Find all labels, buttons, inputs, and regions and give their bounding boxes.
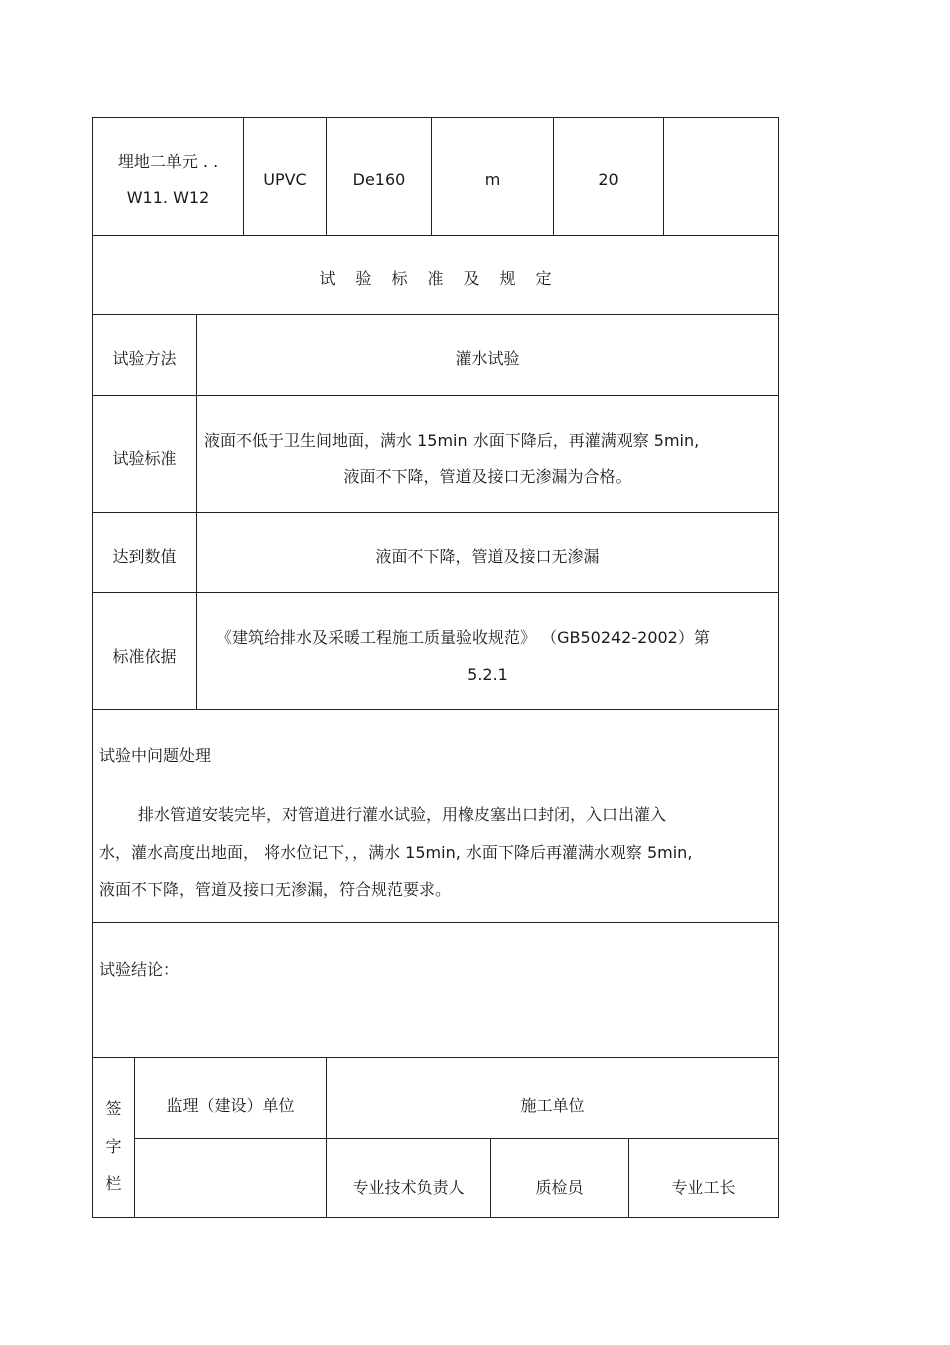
contractor-unit-label: 施工单位 [520,1096,585,1115]
basis-label: 标准依据 [112,647,177,666]
table-border-right [778,117,779,1218]
supervisor-unit-label: 监理（建设）单位 [166,1096,295,1115]
problem-title: 试验中问题处理 [99,746,212,765]
conclusion-title: 试验结论： [99,960,180,979]
standard-line2: 液面不下降，管道及接口无渗漏为合格。 [343,467,632,486]
foreman-label: 专业工长 [671,1178,736,1197]
pipe-spec: De160 [352,170,406,189]
standard-line1: 液面不低于卫生间地面，满水 15min 水面下降后，再灌满观察 5min, [204,431,700,450]
achieved-label: 达到数值 [112,547,177,566]
row-divider [92,922,779,923]
standard-label: 试验标准 [112,449,177,468]
row-divider [92,1057,779,1058]
basis-line1: 《建筑给排水及采暖工程施工质量验收规范》 （GB50242-2002）第 [216,628,710,647]
method-value: 灌水试验 [455,349,520,368]
table-border-top [92,117,779,118]
label-column-divider [196,314,197,709]
achieved-value: 液面不下降，管道及接口无渗漏 [375,547,600,566]
method-label: 试验方法 [112,349,177,368]
table-border-left [92,117,93,1218]
column-divider [663,117,664,235]
pipe-quantity: 20 [598,170,619,189]
problem-line2: 水，灌水高度出地面， 将水位记下，，满水 15min, 水面下降后再灌满水观察 5min, [99,843,693,862]
signature-label-char: 签 [105,1099,122,1118]
signature-label-char: 栏 [105,1174,122,1193]
basis-line2: 5.2.1 [467,665,508,684]
standards-title: 试验标准及规定 [319,269,572,288]
row-divider [92,709,779,710]
pipe-unit: m [484,170,501,189]
tech-lead-label: 专业技术负责人 [352,1178,465,1197]
pipe-location-line2: W11. W12 [126,188,210,207]
supervisor-signature-field[interactable] [135,1139,326,1217]
pipe-location-line1: 埋地二单元 . . [117,152,219,171]
table-border-bottom [92,1217,779,1218]
row-divider [92,235,779,236]
problem-line1: 排水管道安装完毕，对管道进行灌水试验，用橡皮塞出口封闭，入口出灌入 [138,805,667,824]
pipe-material: UPVC [263,170,307,189]
signature-label-char: 字 [105,1137,122,1156]
problem-line3: 液面不下降，管道及接口无渗漏，符合规范要求。 [99,880,452,899]
inspector-label: 质检员 [535,1178,584,1197]
